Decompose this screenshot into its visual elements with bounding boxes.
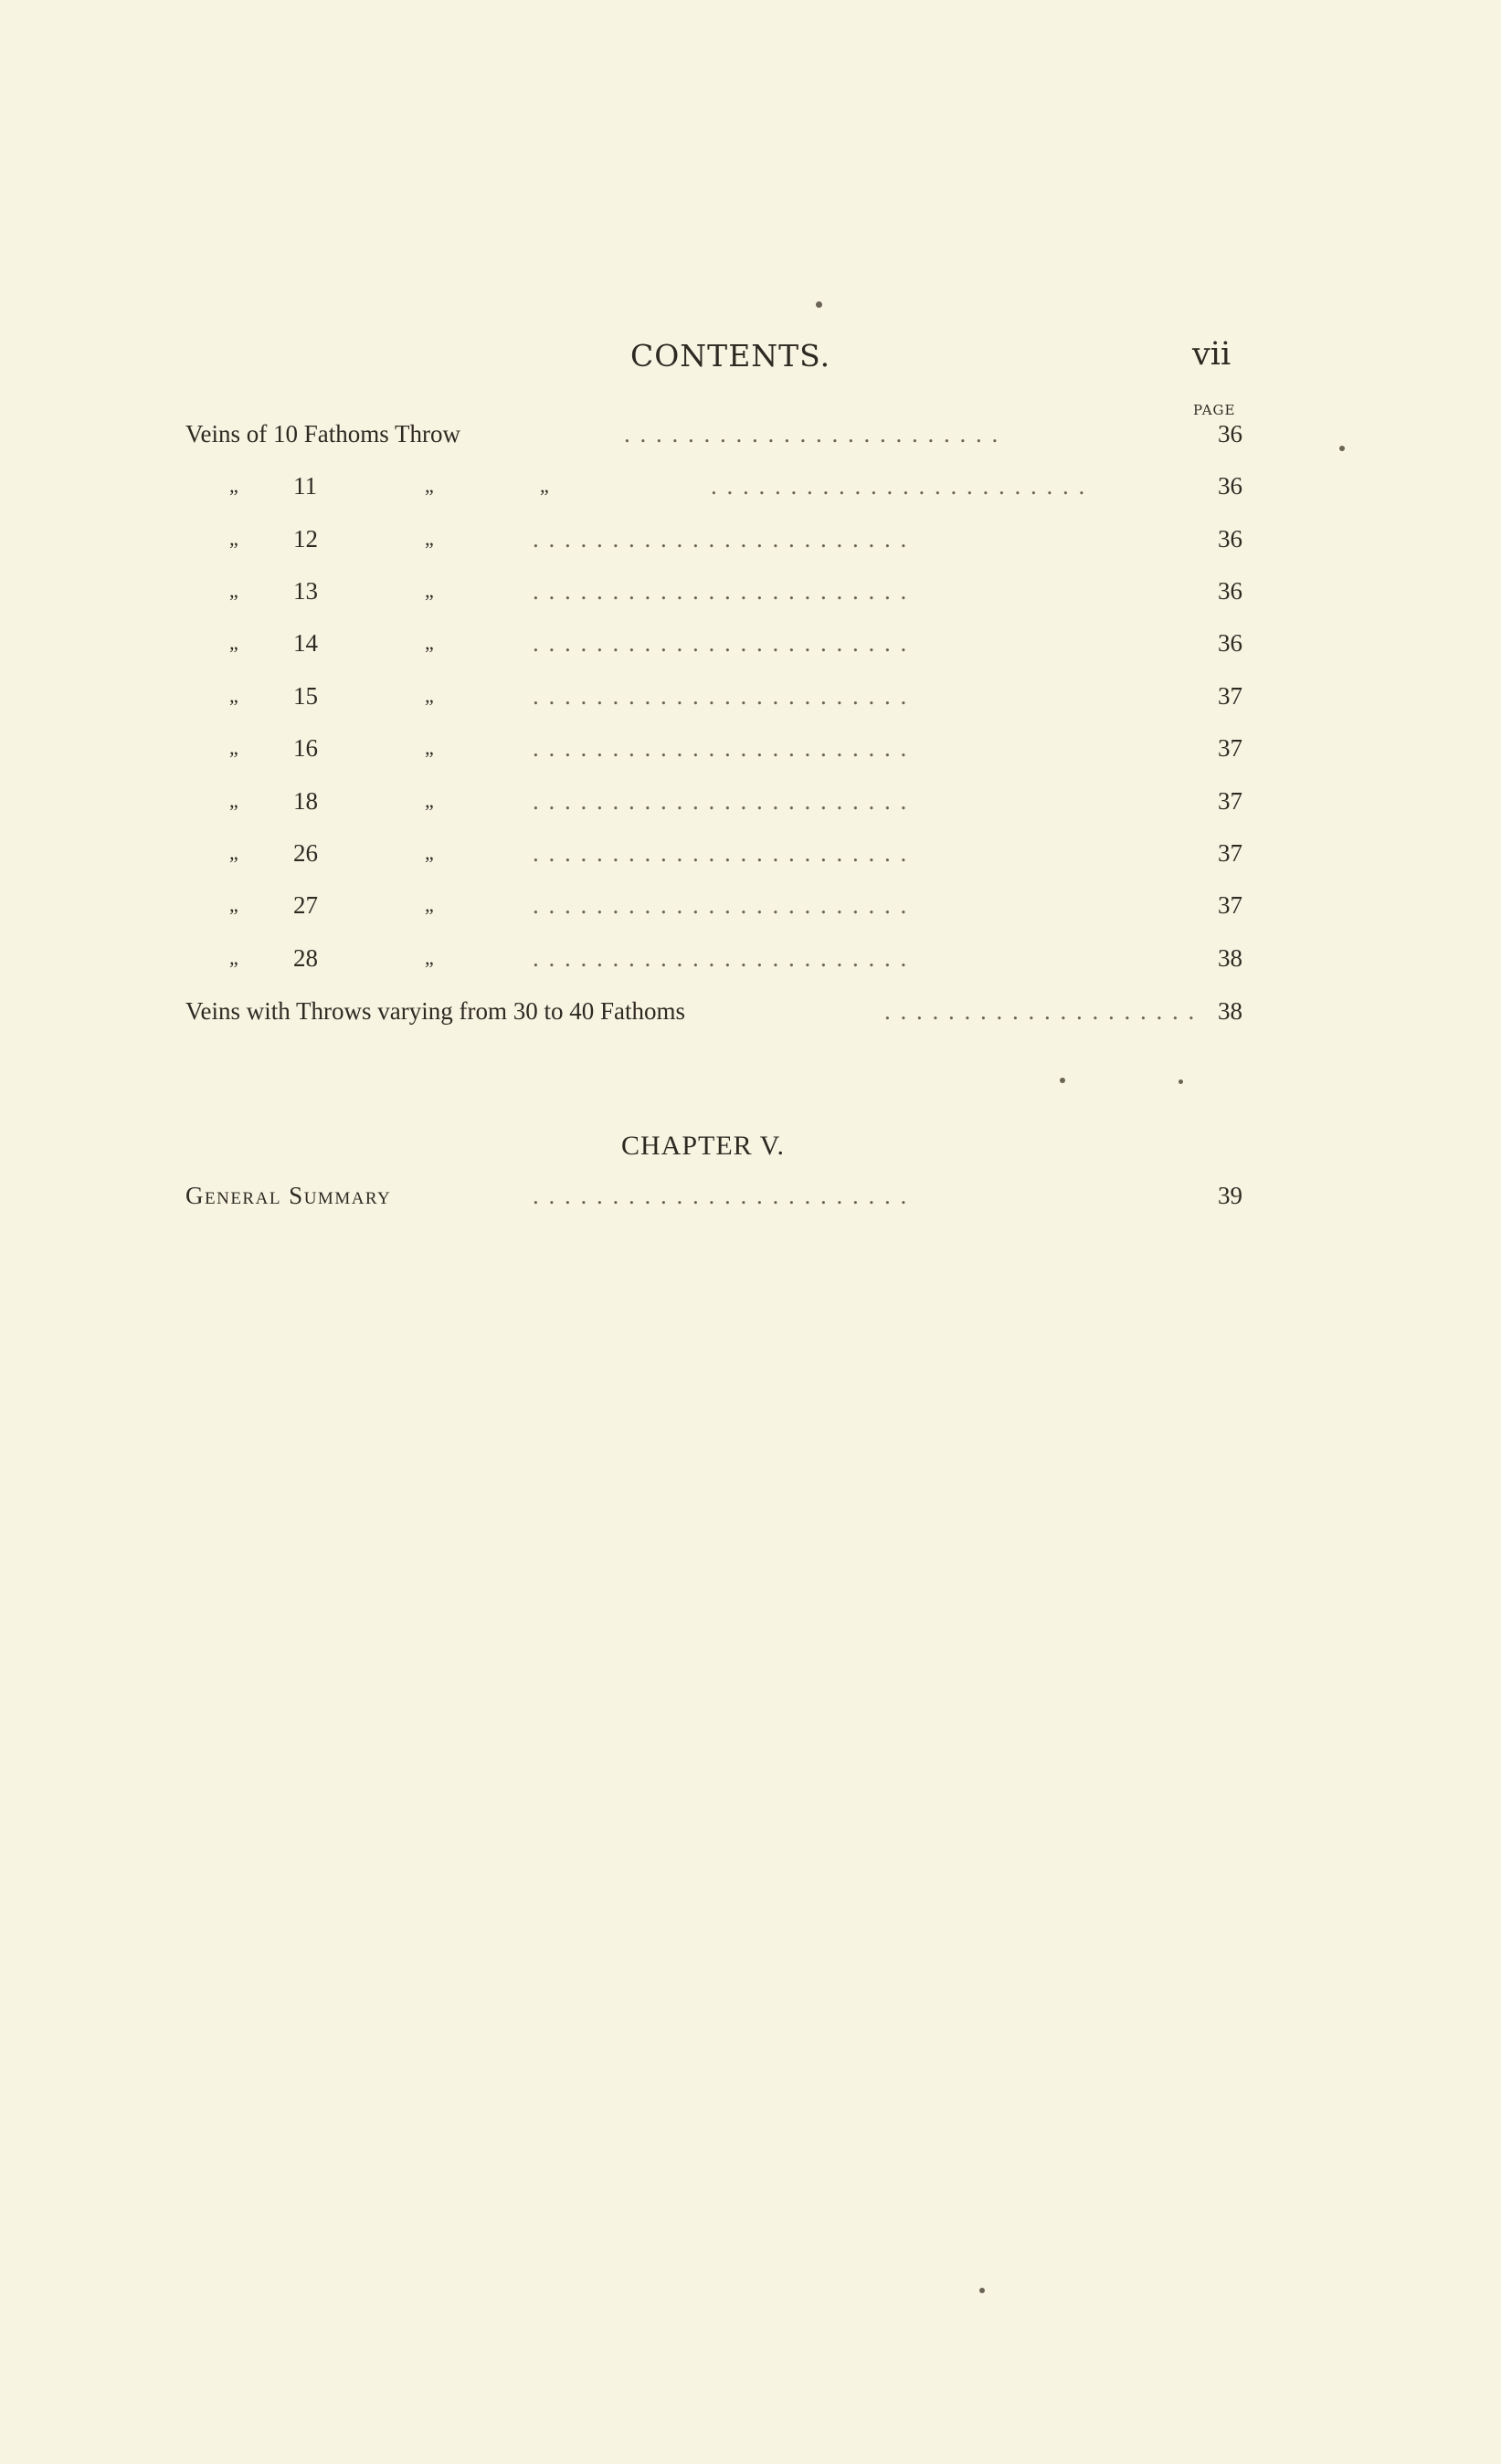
ditto-mark: „ (229, 527, 238, 550)
toc-entry-page: 36 (1218, 577, 1242, 605)
ditto-mark: „ (229, 841, 238, 864)
toc-entry-number: 18 (293, 787, 318, 815)
toc-entry-page: 39 (1218, 1182, 1242, 1209)
toc-entry (185, 625, 1254, 661)
dot-leader: . . . . . . . . . . . . . . . . . . . . . . . . (533, 577, 909, 605)
dot-leader: . . . . . . . . . . . . . . . . . . . . . . . . (533, 1182, 909, 1209)
ditto-mark: „ (540, 474, 549, 497)
dot-leader: . . . . . . . . . . . . . . . . . . . . . . . . (533, 525, 909, 553)
page-number-folio: vii (1192, 336, 1231, 373)
toc-entry (185, 835, 1254, 871)
toc-entry (185, 468, 1254, 504)
ditto-mark: „ (425, 841, 434, 864)
toc-entry (185, 521, 1254, 557)
ditto-mark: „ (425, 579, 434, 602)
toc-entry (185, 887, 1254, 923)
toc-entry-label: General Summary (185, 1182, 392, 1209)
ditto-mark: „ (229, 684, 238, 707)
toc-entry-page: 37 (1218, 787, 1242, 815)
toc-entry-page: 36 (1218, 472, 1242, 500)
toc-entry-page: 37 (1218, 682, 1242, 710)
toc-entry-page: 37 (1218, 891, 1242, 919)
scan-speck (979, 2288, 985, 2293)
toc-entry (185, 940, 1254, 976)
toc-entry-number: 26 (293, 839, 318, 867)
toc-entry-number: 15 (293, 682, 318, 710)
ditto-mark: „ (229, 631, 238, 654)
toc-entry-number: 12 (293, 525, 318, 553)
ditto-mark: „ (425, 893, 434, 916)
ditto-mark: „ (229, 789, 238, 812)
toc-entry-page: 38 (1218, 944, 1242, 972)
dot-leader: . . . . . . . . . . . . . . . . . . . . . . . . (533, 787, 909, 815)
ditto-mark: „ (229, 946, 238, 969)
toc-entry-number: 28 (293, 944, 318, 972)
dot-leader: . . . . . . . . . . . . . . . . . . . . . . . . (533, 629, 909, 657)
ditto-mark: „ (425, 789, 434, 812)
toc-entry (185, 993, 1254, 1029)
dot-leader: . . . . . . . . . . . . . . . . . . . . . . . . (533, 682, 909, 710)
toc-entry-page: 36 (1218, 629, 1242, 657)
toc-entry-label: Veins with Throws varying from 30 to 40 Fathoms (185, 997, 685, 1025)
toc-entry-number: 13 (293, 577, 318, 605)
toc-entry-page: 36 (1218, 525, 1242, 553)
toc-entry (185, 573, 1254, 609)
toc-entry-number: 27 (293, 891, 318, 919)
toc-entry-number: 11 (293, 472, 317, 500)
ditto-mark: „ (425, 631, 434, 654)
scan-speck (816, 301, 822, 308)
running-head-title: CONTENTS. (630, 338, 831, 374)
toc-entry-page: 36 (1218, 420, 1242, 448)
chapter-heading: CHAPTER V. (621, 1131, 785, 1161)
toc-entry-number: 14 (293, 629, 318, 657)
dot-leader: . . . . . . . . . . . . . . . . . . . . . . . . (533, 734, 909, 762)
toc-entry-label: Veins of 10 Fathoms Throw (185, 420, 460, 448)
toc-entry-page: 37 (1218, 734, 1242, 762)
dot-leader: . . . . . . . . . . . . . . . . . . . . . . . . (533, 839, 909, 867)
dot-leader: . . . . . . . . . . . . . . . . . . . . . . . . (533, 891, 909, 919)
ditto-mark: „ (425, 684, 434, 707)
page-column-label: PAGE (1193, 402, 1236, 418)
ditto-mark: „ (229, 736, 238, 759)
dot-leader: . . . . . . . . . . . . . . . . . . . . (884, 997, 1197, 1025)
toc-entry (185, 678, 1254, 714)
dot-leader: . . . . . . . . . . . . . . . . . . . . . . . . (533, 944, 909, 972)
toc-entry (185, 1177, 1254, 1214)
dot-leader: . . . . . . . . . . . . . . . . . . . . . . . . (624, 420, 1000, 448)
dot-leader: . . . . . . . . . . . . . . . . . . . . . . . . (711, 472, 1087, 500)
toc-entry (185, 416, 1254, 452)
toc-entry-number: 16 (293, 734, 318, 762)
ditto-mark: „ (425, 946, 434, 969)
toc-entry-page: 38 (1218, 997, 1242, 1025)
ditto-mark: „ (229, 893, 238, 916)
ditto-mark: „ (425, 736, 434, 759)
toc-entry (185, 783, 1254, 819)
ditto-mark: „ (229, 579, 238, 602)
scan-speck (1179, 1079, 1183, 1084)
scan-speck (1339, 446, 1345, 451)
toc-entry (185, 730, 1254, 766)
toc-entry-page: 37 (1218, 839, 1242, 867)
scan-speck (1060, 1078, 1065, 1083)
ditto-mark: „ (229, 474, 238, 497)
ditto-mark: „ (425, 474, 434, 497)
ditto-mark: „ (425, 527, 434, 550)
